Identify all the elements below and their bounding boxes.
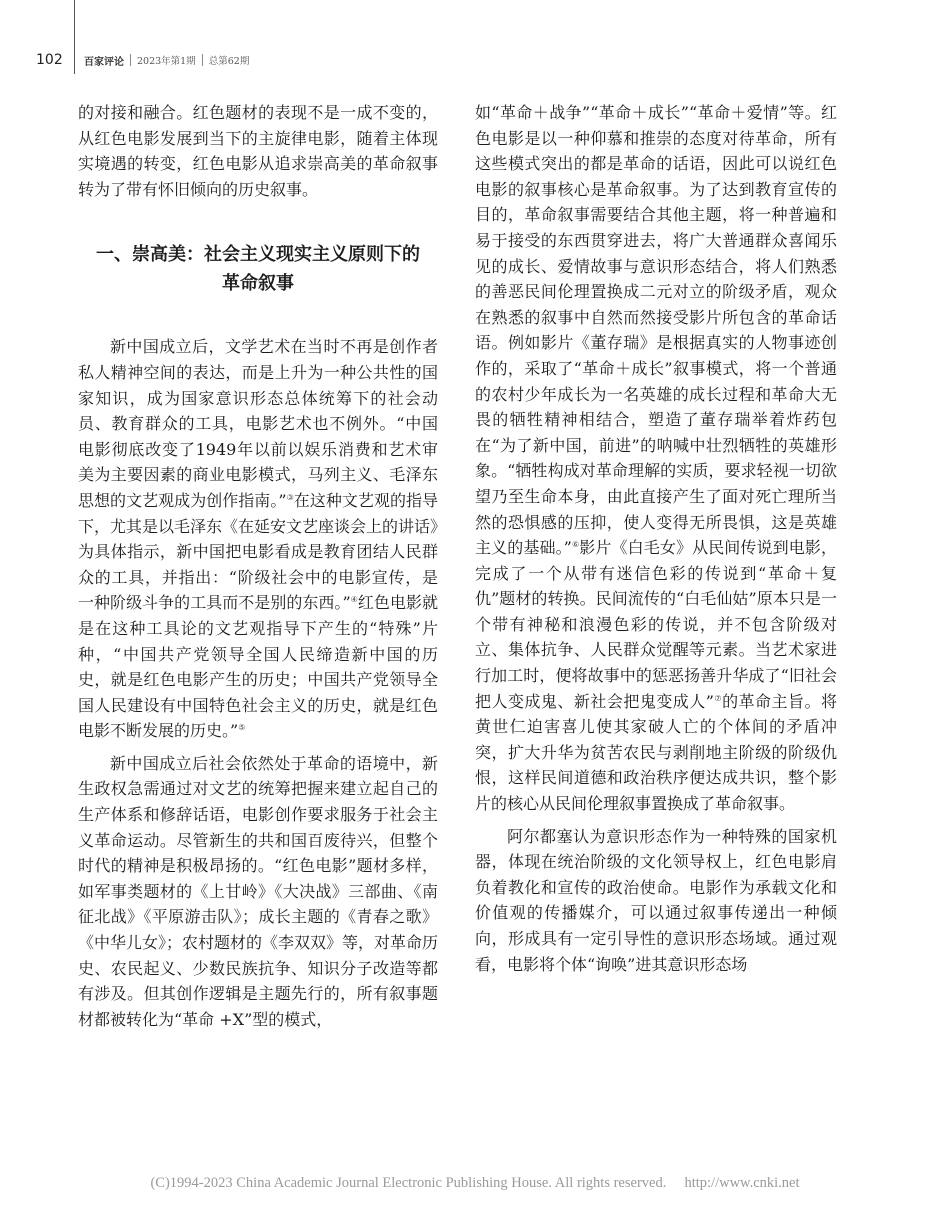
paragraph-text: 如“革命＋战争”“革命＋成长”“革命＋爱情”等。红色电影是以一种仰慕和推崇的态度对待革命，所有这些模式突出的都是革命的话语，因此可以说红色电影的叙事核心是革命叙事。为了达到教育宣传的目的，革命叙事需要结合其他主题，将一种普遍和易于接受的东西贯穿进去，将广大普通群众喜闻乐见的成长、爱情故事与意识形态结合，将人们熟悉的善恶民间伦理置换成二元对立的阶级矛盾，观众在熟悉的叙事中自然而然接受影片所包含的革命话语。例如影片《董存瑞》是根据真实的人物事迹创作的，采取了“革命＋成长”叙事模式，将一个普通的农村少年成长为一名英雄的成长过程和革命大无畏的牺牲精神相结合，塑造了董存瑞举着炸药包在“为了新中国，前进”的呐喊中壮烈牺牲的英雄形象。“牺牲构成对革命理解的实质，要求轻视一切欲望乃至生命本身，由此直接产生了面对死亡理所当然的恐惧感的压抑，使人变得无所畏惧，这是英雄主义的基础。” [475,103,837,558]
footnote-ref: ③ [286,492,294,502]
running-header [36,52,249,68]
journal-name: 百家评论 [84,56,124,68]
paragraph [78,334,438,744]
footnote-ref: ⑥ [571,540,580,550]
paragraph: 阿尔都塞认为意识形态作为一种特殊的国家机器，体现在统治阶级的文化领导权上，红色电影肩负着教化和宣传的政治使命。电影作为承载文化和价值观的传播媒介，可以通过叙事传递出一种倾向，形成具有一定引导性的意识形态场域。通过观看，电影将个体“询唤”进其意识形态场 [475,826,837,974]
cnki-url: http://www.cnki.net [684,1175,800,1191]
issue-label: 2023年第1期 [137,56,196,67]
total-issue-label: 总第62期 [208,56,250,67]
footnote-ref: ④ [350,595,358,605]
paragraph-text: 影片《白毛女》从民间传说到电影，完成了一个从带有迷信色彩的传说到“革命＋复仇”题材的转换。民间流传的“白毛仙姑”原本只是一个带有神秘和浪漫色彩的传说，并不包含阶级对立、集体抗争、人民群众觉醒等元素。当艺术家进行加工时，便将故事中的惩恶扬善升华成了“旧社会把人变成鬼、新社会把鬼变成人” [475,538,837,711]
paragraph-text: 新中国成立后，文学艺术在当时不再是创作者私人精神空间的表达，而是上升为一种公共性的国家知识，成为国家意识形态总体统筹下的社会动员、教育群众的工具，电影艺术也不例外。“中国电影彻底改变了1949年以前以娱乐消费和艺术审美为主要因素的商业电影模式，马列主义、毛泽东思想的文艺观成为创作指南。” [78,337,438,510]
copyright-text: (C)1994-2023 China Academic Journal Electronic Publishing House. All rights reserved. [150,1175,667,1191]
paragraph-text: 红色电影就是在这种工具论的文艺观指导下产生的“特殊”片种，“中国共产党领导全国人民缔造新中国的历史，就是红色电影产生的历史；中国共产党领导全国人民建设有中国特色社会主义的历史，就是红色电影不断发展的历史。” [78,593,438,741]
copyright-footer [0,1175,950,1192]
section-heading [78,240,438,298]
right-column [475,100,837,977]
paragraph-text: 的革命主旨。将黄世仁迫害喜儿使其家破人亡的个体间的矛盾冲突，扩大升华为贫苦农民与剥削地主阶级的阶级仇恨，这样民间道德和政治秩序便达成共识，整个影片的核心从民间伦理叙事置换成了革命叙事。 [475,691,837,814]
header-separator [202,54,203,66]
page-number: 102 [36,52,63,68]
paragraph [475,100,837,817]
footnote-ref: ⑤ [238,723,246,733]
header-separator [130,54,131,66]
left-column [78,100,438,1032]
paragraph: 新中国成立后社会依然处于革命的语境中，新生政权急需通过对文艺的统筹把握来建立起自己的生产体系和修辞话语，电影创作要求服务于社会主义革命运动。尽管新生的共和国百废待兴，但整个时代的精神是积极昂扬的。“红色电影”题材多样，如军事类题材的《上甘岭》《大决战》三部曲、《南征北战》《平原游击队》；成长主题的《青春之歌》《中华儿女》；农村题材的《李双双》等，对革命历史、农民起义、少数民族抗争、知识分子改造等都有涉及。但其创作逻辑是主题先行的，所有叙事题材都被转化为“革命 +X”型的模式， [78,753,439,1029]
paragraph-text: 在这种文艺观的指导下，尤其是以毛泽东《在延安文艺座谈会上的讲话》为具体指示，新中国把电影看成是教育团结人民群众的工具，并指出：“阶级社会中的电影宣传，是一种阶级斗争的工具而不是别的东西。” [78,490,439,613]
paragraph: 的对接和融合。红色题材的表现不是一成不变的，从红色电影发展到当下的主旋律电影，随着主体现实境遇的转变，红色电影从追求崇高美的革命叙事转为了带有怀旧倾向的历史叙事。 [78,103,438,199]
section-heading-line: 革命叙事 [222,273,294,295]
footnote-ref: ⑦ [713,693,723,703]
section-heading-line: 一、崇高美：社会主义现实主义原则下的 [96,244,420,266]
